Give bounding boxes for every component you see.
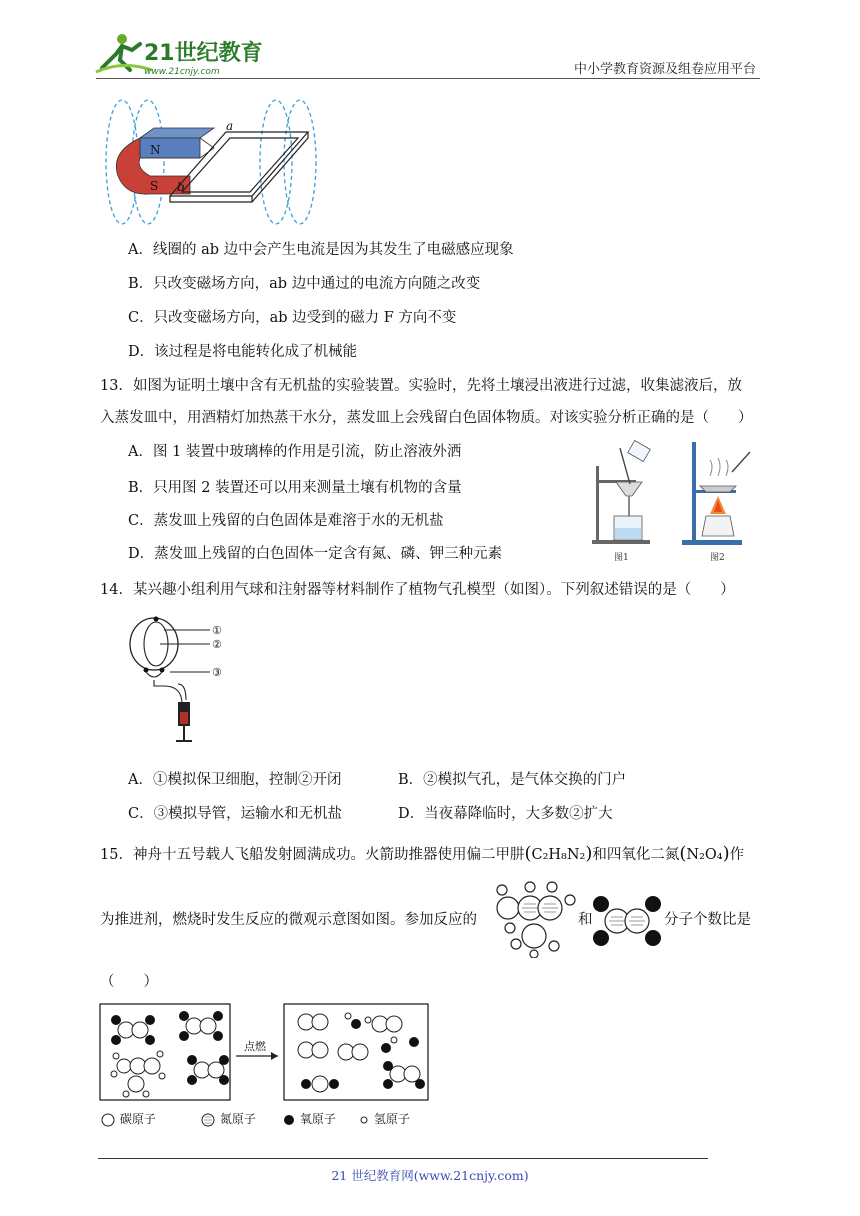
q14-option-b[interactable]: B．②模拟气孔，是气体交换的门户 [398, 772, 627, 788]
stomata-model-figure [120, 614, 240, 748]
svg-text:图1: 图1 [614, 553, 629, 563]
legend-oxygen: 氧原子 [282, 1110, 336, 1127]
svg-text:②: ② [212, 638, 222, 651]
n2o4-molecule-icon [592, 892, 662, 950]
udmh-molecule-icon [494, 880, 578, 958]
q15-answer-blank: （ ） [100, 974, 158, 990]
q12-option-d[interactable]: D．该过程是将电能转化成了机械能 [128, 344, 358, 360]
formula-udmh: C₂H₈N₂ [531, 847, 586, 863]
q15-stem-line1: 15．神舟十五号载人飞船发射圆满成功。火箭助推器使用偏二甲肼(C₂H₈N₂)和四氧化二氮(N₂O₄)作 [100, 843, 745, 864]
header-divider [96, 78, 760, 79]
svg-text:a: a [226, 119, 234, 133]
q15-stem-line2-start: 为推进剂，燃烧时发生反应的微观示意图如图。参加反应的 [100, 912, 477, 928]
legend-hydrogen: 氢原子 [358, 1110, 410, 1127]
q12-option-c[interactable]: C．只改变磁场方向，ab 边受到的磁力 F 方向不变 [128, 310, 457, 326]
svg-text:21世纪教育: 21世纪教育 [144, 41, 262, 66]
q13-stem-line1: 13．如图为证明土壤中含有无机盐的实验装置。实验时，先将土壤浸出液进行过滤，收集滤液后，放 [100, 378, 742, 394]
q15-stem-part2: 和四氧化二氮 [592, 847, 680, 863]
q13-option-c[interactable]: C．蒸发皿上残留的白色固体是难溶于水的无机盐 [128, 513, 444, 529]
q15-stem-part1: 15．神舟十五号载人飞船发射圆满成功。火箭助推器使用偏二甲肼 [100, 847, 525, 863]
footer-link[interactable]: 21 世纪教育网(www.21cnjy.com) [331, 1168, 529, 1183]
platform-name: 中小学教育资源及组卷应用平台 [573, 62, 756, 77]
footer-divider [98, 1158, 708, 1159]
svg-text:S: S [150, 179, 159, 193]
q12-option-a[interactable]: A．线圈的 ab 边中会产生电流是因为其发生了电磁感应现象 [128, 242, 514, 258]
legend-carbon: 碳原子 [100, 1110, 156, 1127]
svg-text:图2: 图2 [710, 553, 725, 563]
filtration-evaporation-figure [586, 436, 762, 564]
svg-text:点燃: 点燃 [244, 1040, 266, 1053]
legend-nitrogen: 氮原子 [200, 1110, 256, 1127]
q12-option-b[interactable]: B．只改变磁场方向，ab 边中通过的电流方向随之改变 [128, 276, 481, 292]
q14-option-c[interactable]: C．③模拟导管，运输水和无机盐 [128, 806, 343, 822]
q13-option-b[interactable]: B．只用图 2 装置还可以用来测量土壤有机物的含量 [128, 480, 462, 496]
q13-option-a[interactable]: A．图 1 装置中玻璃棒的作用是引流，防止溶液外洒 [128, 444, 462, 460]
reaction-diagram [98, 1002, 434, 1106]
q15-stem-part3: 作 [729, 847, 745, 863]
svg-text:www.21cnjy.com: www.21cnjy.com [144, 67, 220, 77]
q14-option-d[interactable]: D．当夜幕降临时，大多数②扩大 [398, 806, 613, 822]
formula-n2o4: N₂O₄ [686, 847, 723, 863]
svg-text:①: ① [212, 624, 222, 637]
q13-stem-line2: 入蒸发皿中，用酒精灯加热蒸干水分，蒸发皿上会残留白色固体物质。对该实验分析正确的是（ ） [100, 410, 753, 426]
q14-stem: 14．某兴趣小组利用气球和注射器等材料制作了植物气孔模型（如图）。下列叙述错误的是（ ） [100, 582, 735, 598]
site-logo [92, 30, 262, 80]
q15-and: 和 [578, 912, 593, 928]
magnet-coil-figure [100, 96, 330, 228]
q14-option-a[interactable]: A．①模拟保卫细胞，控制②开闭 [128, 772, 342, 788]
svg-text:b: b [177, 180, 185, 194]
q13-option-d[interactable]: D．蒸发皿上残留的白色固体一定含有氮、磷、钾三种元素 [128, 546, 503, 562]
q15-stem-line2-end: 分子个数比是 [664, 912, 751, 928]
svg-text:③: ③ [212, 666, 222, 679]
svg-text:N: N [150, 143, 161, 157]
